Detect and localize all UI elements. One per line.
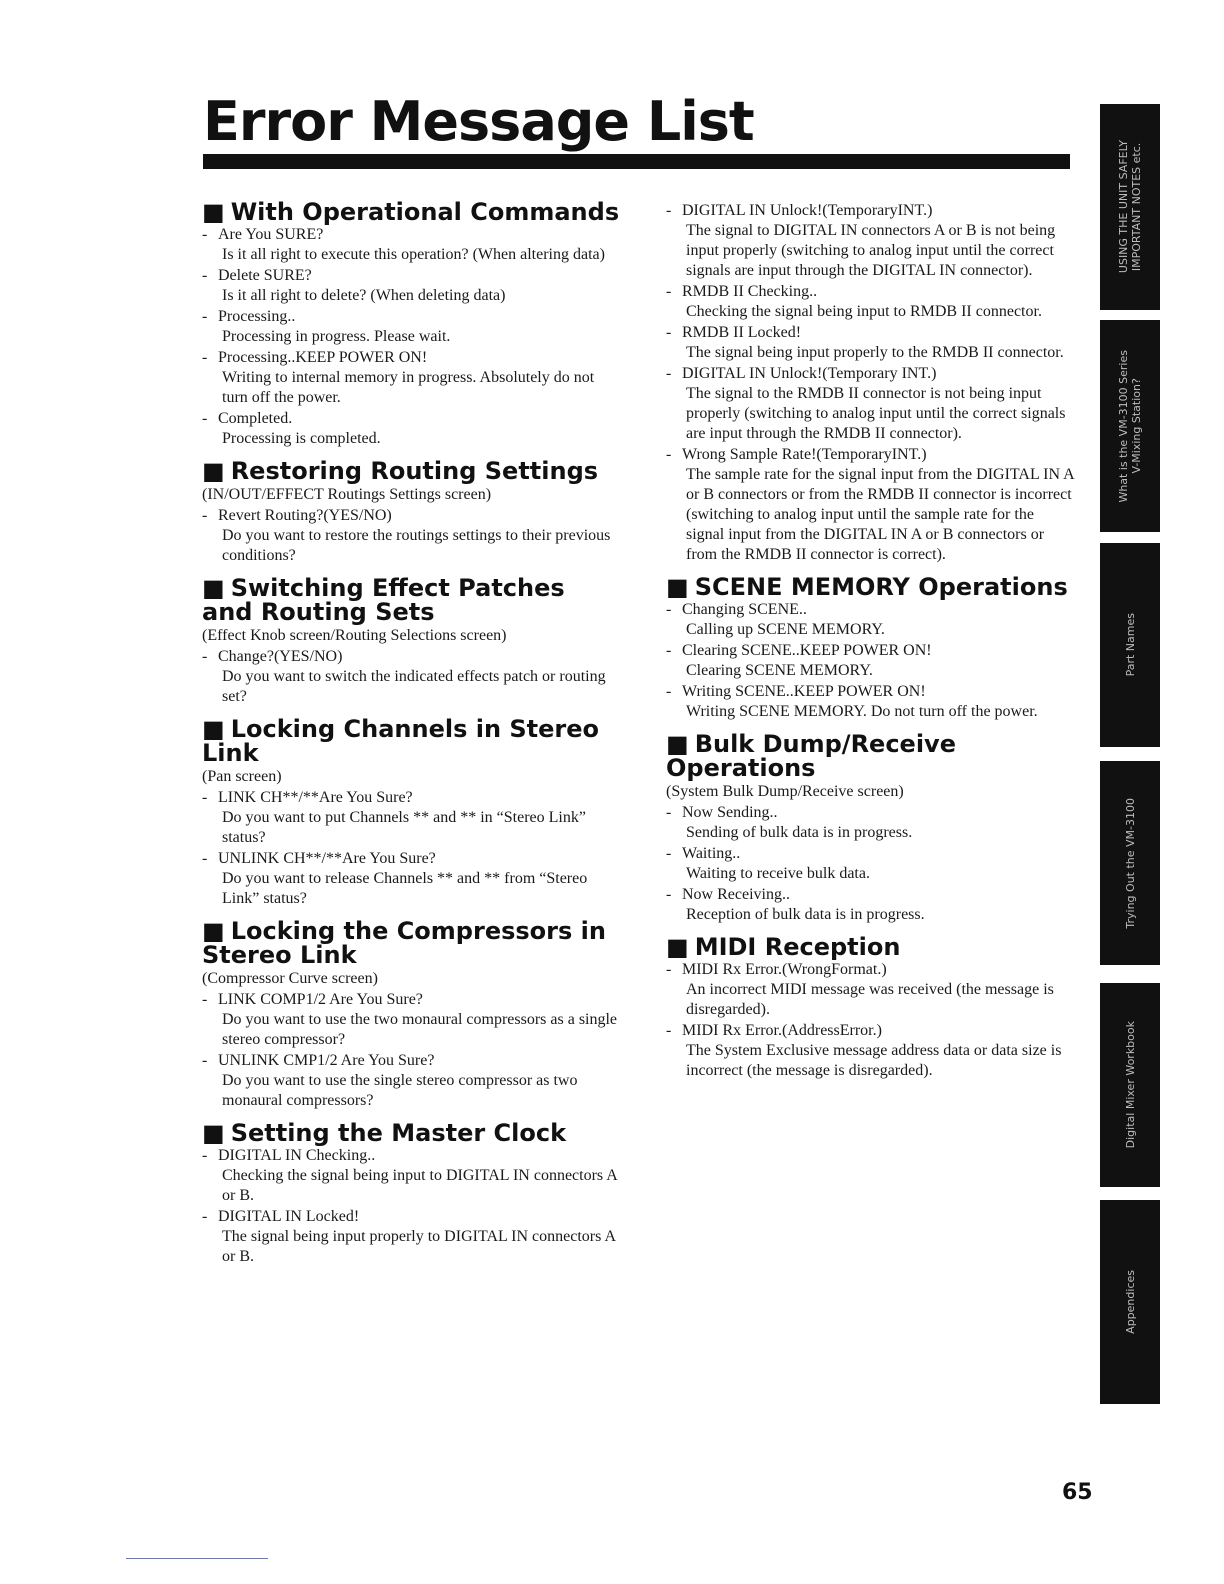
error-entry [666, 444, 1076, 565]
error-entry [202, 505, 622, 566]
error-section [666, 200, 1076, 565]
error-message: - Processing..KEEP POWER ON! [202, 347, 622, 368]
error-message: - Wrong Sample Rate!(TemporaryINT.) [666, 444, 1076, 465]
error-description: Sending of bulk data is in progress. [686, 824, 913, 841]
chapter-tab-label: Part Names [1123, 613, 1137, 677]
section-screen-note: (Effect Knob screen/Routing Selections screen) [202, 627, 507, 644]
section-bullet-icon: ■ [202, 457, 225, 485]
error-message: - Change?(YES/NO) [202, 646, 622, 667]
error-description: Reception of bulk data is in progress. [686, 906, 925, 923]
error-description: Checking the signal being input to RMDB II connector. [686, 303, 1042, 320]
error-description: The signal to the RMDB II connector is not being input properly (switching to analog input until the correct signals are input through the RMDB II connector). [686, 385, 1066, 442]
chapter-tab-label: Appendices [1123, 1270, 1137, 1334]
error-message: - Changing SCENE.. [666, 599, 1076, 620]
section-heading [666, 575, 1076, 599]
error-description: The sample rate for the signal input from the DIGITAL IN A or B connectors or from the RMDB II connector is incorrect (switching to analog input until the sample rate for the signal input from the DIGITAL IN A or B connectors or from the RMDB II connector is correct). [686, 466, 1074, 563]
error-entry [666, 959, 1076, 1020]
error-message: - DIGITAL IN Unlock!(TemporaryINT.) [666, 200, 1076, 221]
error-section [666, 575, 1076, 722]
section-heading [202, 459, 622, 483]
error-description: Clearing SCENE MEMORY. [686, 662, 873, 679]
error-message: - MIDI Rx Error.(AddressError.) [666, 1020, 1076, 1041]
error-entry [202, 989, 622, 1050]
error-message: - LINK COMP1/2 Are You Sure? [202, 989, 622, 1010]
error-message: - DIGITAL IN Unlock!(Temporary INT.) [666, 363, 1076, 384]
error-entry [666, 200, 1076, 281]
error-message: - UNLINK CH**/**Are You Sure? [202, 848, 622, 869]
section-heading [202, 200, 622, 224]
error-message: - Clearing SCENE..KEEP POWER ON! [666, 640, 1076, 661]
section-heading-text: SCENE MEMORY Operations [694, 573, 1068, 601]
error-entry [666, 843, 1076, 884]
section-bullet-icon: ■ [202, 917, 225, 945]
section-heading-text: Locking the Compressors in Stereo Link [202, 917, 606, 969]
error-message: - Processing.. [202, 306, 622, 327]
chapter-tab[interactable] [1100, 320, 1160, 532]
error-section [666, 935, 1076, 1081]
section-heading-text: MIDI Reception [694, 933, 901, 961]
chapter-tab[interactable] [1100, 983, 1160, 1187]
error-description: Do you want to put Channels ** and ** in “Stereo Link” status? [222, 809, 586, 846]
error-entry [666, 640, 1076, 681]
section-heading [666, 935, 1076, 959]
section-bullet-icon: ■ [202, 198, 225, 226]
error-description: Waiting to receive bulk data. [686, 865, 870, 882]
error-section [666, 732, 1076, 925]
footer-rule [126, 1558, 268, 1559]
section-heading-text: With Operational Commands [230, 198, 620, 226]
error-description: Do you want to switch the indicated effects patch or routing set? [222, 668, 606, 705]
error-entry [666, 1020, 1076, 1081]
error-description: The signal being input properly to DIGITAL IN connectors A or B. [222, 1228, 616, 1265]
section-heading [202, 576, 622, 624]
page-number: 65 [1062, 1480, 1093, 1505]
error-description: Writing SCENE MEMORY. Do not turn off the power. [686, 703, 1038, 720]
error-message: - LINK CH**/**Are You Sure? [202, 787, 622, 808]
section-screen-note: (Pan screen) [202, 768, 282, 785]
section-bullet-icon: ■ [666, 573, 689, 601]
section-heading-text: Switching Effect Patches and Routing Sets [202, 574, 565, 626]
error-entry [666, 281, 1076, 322]
error-description: Is it all right to execute this operation? (When altering data) [222, 246, 605, 263]
section-screen-note: (IN/OUT/EFFECT Routings Settings screen) [202, 486, 492, 503]
section-bullet-icon: ■ [666, 730, 689, 758]
error-entry [202, 646, 622, 707]
error-description: The signal to DIGITAL IN connectors A or B is not being input properly (switching to analog input until the correct signals are input through the DIGITAL IN connector). [686, 222, 1056, 279]
chapter-tabs [1100, 0, 1160, 1584]
section-bullet-icon: ■ [202, 1119, 225, 1147]
section-bullet-icon: ■ [666, 933, 689, 961]
chapter-tab-label: USING THE UNIT SAFELY IMPORTANT NOTES etc. [1117, 140, 1143, 274]
section-heading [202, 1121, 622, 1145]
error-message: - RMDB II Checking.. [666, 281, 1076, 302]
error-section [202, 576, 622, 707]
section-screen-note: (System Bulk Dump/Receive screen) [666, 783, 904, 800]
chapter-tab-label: What is the VM-3100 Series V-Mixing Station? [1117, 349, 1143, 503]
error-description: Is it all right to delete? (When deleting data) [222, 287, 506, 304]
error-entry [202, 1145, 622, 1206]
error-message: - Writing SCENE..KEEP POWER ON! [666, 681, 1076, 702]
error-section [202, 200, 622, 449]
section-bullet-icon: ■ [202, 574, 225, 602]
error-section [202, 459, 622, 566]
chapter-tab-label: Digital Mixer Workbook [1123, 1021, 1137, 1149]
error-message: - RMDB II Locked! [666, 322, 1076, 343]
error-entry [202, 265, 622, 306]
error-description: Do you want to release Channels ** and ** from “Stereo Link” status? [222, 870, 588, 907]
error-message: - Delete SURE? [202, 265, 622, 286]
error-section [202, 717, 622, 909]
error-description: Do you want to restore the routings settings to their previous conditions? [222, 527, 611, 564]
section-heading [666, 732, 1076, 780]
error-message: - Waiting.. [666, 843, 1076, 864]
error-entry [666, 363, 1076, 444]
title-underline-bar [203, 154, 1070, 169]
error-entry [666, 884, 1076, 925]
section-heading-text: Setting the Master Clock [230, 1119, 567, 1147]
chapter-tab[interactable] [1100, 104, 1160, 310]
section-heading-text: Restoring Routing Settings [230, 457, 599, 485]
section-heading [202, 919, 622, 967]
error-description: The signal being input properly to the RMDB II connector. [686, 344, 1064, 361]
error-message: - Are You SURE? [202, 224, 622, 245]
error-description: Writing to internal memory in progress. Absolutely do not turn off the power. [222, 369, 595, 406]
error-section [202, 1121, 622, 1267]
chapter-tab[interactable] [1100, 761, 1160, 965]
section-heading [202, 717, 622, 765]
left-column [202, 200, 622, 1267]
error-entry [666, 681, 1076, 722]
error-entry [202, 408, 622, 449]
error-message: - MIDI Rx Error.(WrongFormat.) [666, 959, 1076, 980]
error-description: The System Exclusive message address data or data size is incorrect (the message is disregarded). [686, 1042, 1062, 1079]
error-description: Calling up SCENE MEMORY. [686, 621, 885, 638]
error-message: - Now Sending.. [666, 802, 1076, 823]
error-description: An incorrect MIDI message was received (the message is disregarded). [686, 981, 1054, 1018]
section-heading-text: Bulk Dump/Receive Operations [666, 730, 956, 782]
error-entry [202, 347, 622, 408]
page-title: Error Message List [203, 90, 754, 153]
error-description: Do you want to use the single stereo compressor as two monaural compressors? [222, 1072, 578, 1109]
error-entry [202, 848, 622, 909]
error-message: - Revert Routing?(YES/NO) [202, 505, 622, 526]
error-description: Processing is completed. [222, 430, 381, 447]
error-description: Processing in progress. Please wait. [222, 328, 451, 345]
error-entry [202, 1206, 622, 1267]
chapter-tab-label: Trying Out the VM-3100 [1123, 797, 1137, 929]
error-message: - DIGITAL IN Checking.. [202, 1145, 622, 1166]
right-column [666, 200, 1076, 1081]
error-entry [666, 322, 1076, 363]
error-entry [666, 802, 1076, 843]
chapter-tab[interactable] [1100, 543, 1160, 747]
chapter-tab[interactable] [1100, 1200, 1160, 1404]
error-message: - UNLINK CMP1/2 Are You Sure? [202, 1050, 622, 1071]
section-heading-text: Locking Channels in Stereo Link [202, 715, 600, 767]
error-message: - DIGITAL IN Locked! [202, 1206, 622, 1227]
error-description: Do you want to use the two monaural compressors as a single stereo compressor? [222, 1011, 618, 1048]
error-entry [666, 599, 1076, 640]
error-description: Checking the signal being input to DIGITAL IN connectors A or B. [222, 1167, 617, 1204]
error-entry [202, 306, 622, 347]
error-entry [202, 1050, 622, 1111]
error-message: - Now Receiving.. [666, 884, 1076, 905]
error-entry [202, 224, 622, 265]
section-screen-note: (Compressor Curve screen) [202, 970, 378, 987]
error-section [202, 919, 622, 1111]
error-message: - Completed. [202, 408, 622, 429]
section-bullet-icon: ■ [202, 715, 225, 743]
error-entry [202, 787, 622, 848]
